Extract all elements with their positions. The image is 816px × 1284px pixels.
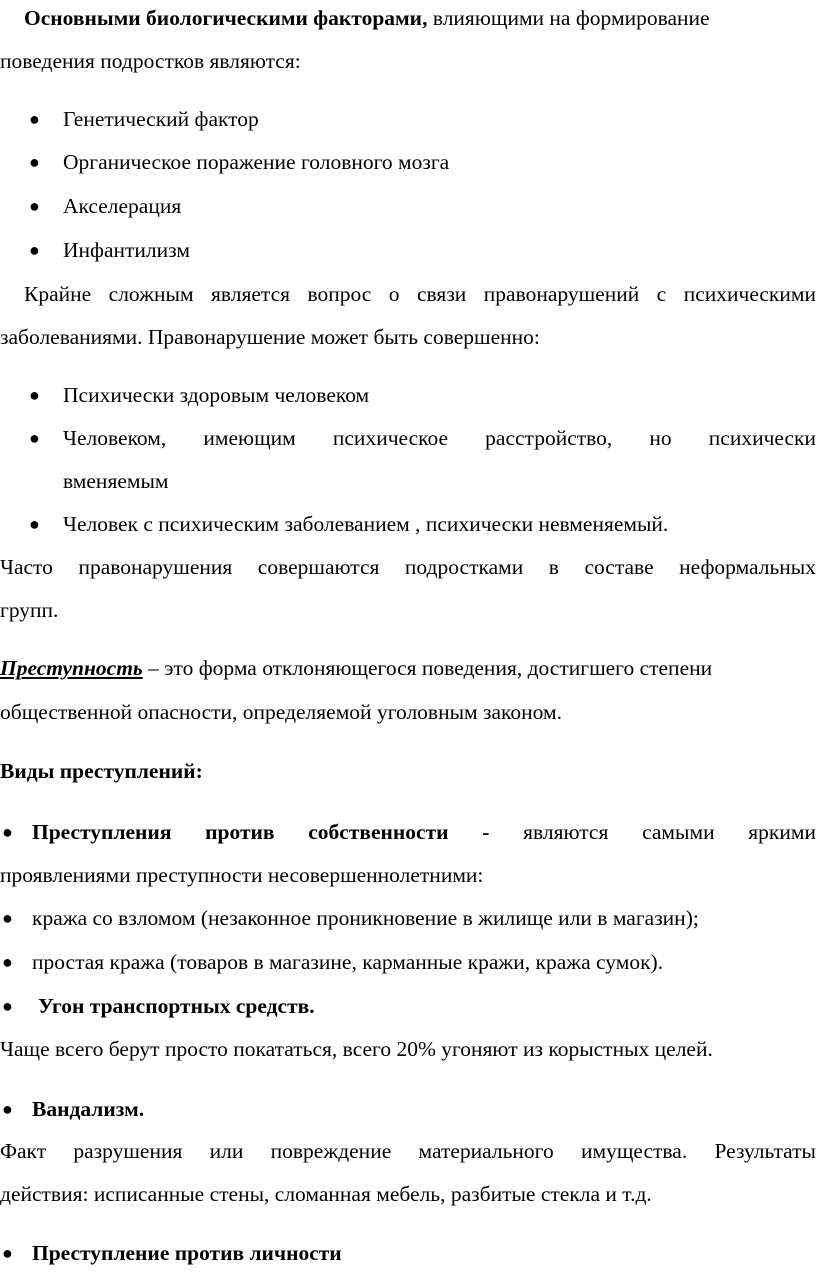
- definition-line2: общественной опасности, определяемой уголовным законом.: [0, 700, 562, 724]
- bullet-icon: ●: [29, 240, 40, 260]
- property-line1: [32, 817, 816, 847]
- bullet-icon: ●: [29, 514, 40, 534]
- para1-rest: влияющими на формирование: [427, 6, 710, 30]
- list-item: Психически здоровым человеком: [63, 383, 370, 407]
- property-line2: проявлениями преступности несовершеннолетними:: [0, 863, 484, 887]
- para1-bold: Основными биологическими факторами,: [24, 6, 428, 30]
- vandalism-line1: Факт разрушения или повреждение материального имущества. Результаты: [0, 1139, 816, 1163]
- person-heading: Преступление против личности: [32, 1241, 342, 1265]
- definition-rest: – это форма отклоняющегося поведения, достигшего степени: [142, 656, 713, 680]
- vandalism-heading: Вандализм.: [32, 1097, 145, 1121]
- bullet-icon: ●: [29, 152, 40, 172]
- property-bold: Преступления против собственности -: [32, 820, 490, 844]
- theft-text: Чаще всего берут просто покататься, всего 20% угоняют из корыстных целей.: [0, 1037, 713, 1061]
- bullet-icon: ●: [2, 996, 13, 1016]
- bullet-icon: ●: [2, 952, 13, 972]
- bullet-icon: ●: [2, 822, 13, 842]
- section-heading: Виды преступлений:: [0, 759, 203, 783]
- para1-line2: поведения подростков являются:: [0, 49, 301, 73]
- list-item: Генетический фактор: [63, 107, 259, 131]
- definition-term: Преступность: [0, 656, 143, 680]
- list-item: Акселерация: [63, 194, 182, 218]
- para3-line1: Часто правонарушения совершаются подростками в составе неформальных: [0, 555, 816, 579]
- bullet-icon: ●: [29, 109, 40, 129]
- bullet-icon: ●: [29, 385, 40, 405]
- bullet-icon: ●: [29, 428, 40, 448]
- list-item: Инфантилизм: [63, 238, 190, 262]
- list-item: простая кража (товаров в магазине, карманные кражи, кража сумок).: [32, 950, 664, 974]
- definition-line1: [0, 653, 816, 683]
- list-item: кража со взломом (незаконное проникновение в жилище или в магазин);: [32, 906, 699, 930]
- para2-line1: Крайне сложным является вопрос о связи правонарушений с психическими: [24, 282, 816, 306]
- bullet-icon: ●: [2, 908, 13, 928]
- para2-line2: заболеваниями. Правонарушение может быть совершенно:: [0, 325, 540, 349]
- bullet-icon: ●: [2, 1243, 13, 1263]
- bullet-icon: ●: [29, 196, 40, 216]
- para3-line2: групп.: [0, 598, 59, 622]
- vandalism-line2: действия: исписанные стены, сломанная мебель, разбитые стекла и т.д.: [0, 1182, 652, 1206]
- property-rest: являются самыми яркими: [489, 820, 816, 844]
- para1-line1: [24, 3, 816, 33]
- bullet-icon: ●: [2, 1099, 13, 1119]
- list-item-continuation: вменяемым: [63, 469, 169, 493]
- list-item: Органическое поражение головного мозга: [63, 150, 450, 174]
- list-item: Человеком, имеющим психическое расстройство, но психически: [63, 426, 816, 450]
- theft-heading: Угон транспортных средств.: [38, 994, 315, 1018]
- list-item: Человек с психическим заболеванием , психически невменяемый.: [63, 512, 669, 536]
